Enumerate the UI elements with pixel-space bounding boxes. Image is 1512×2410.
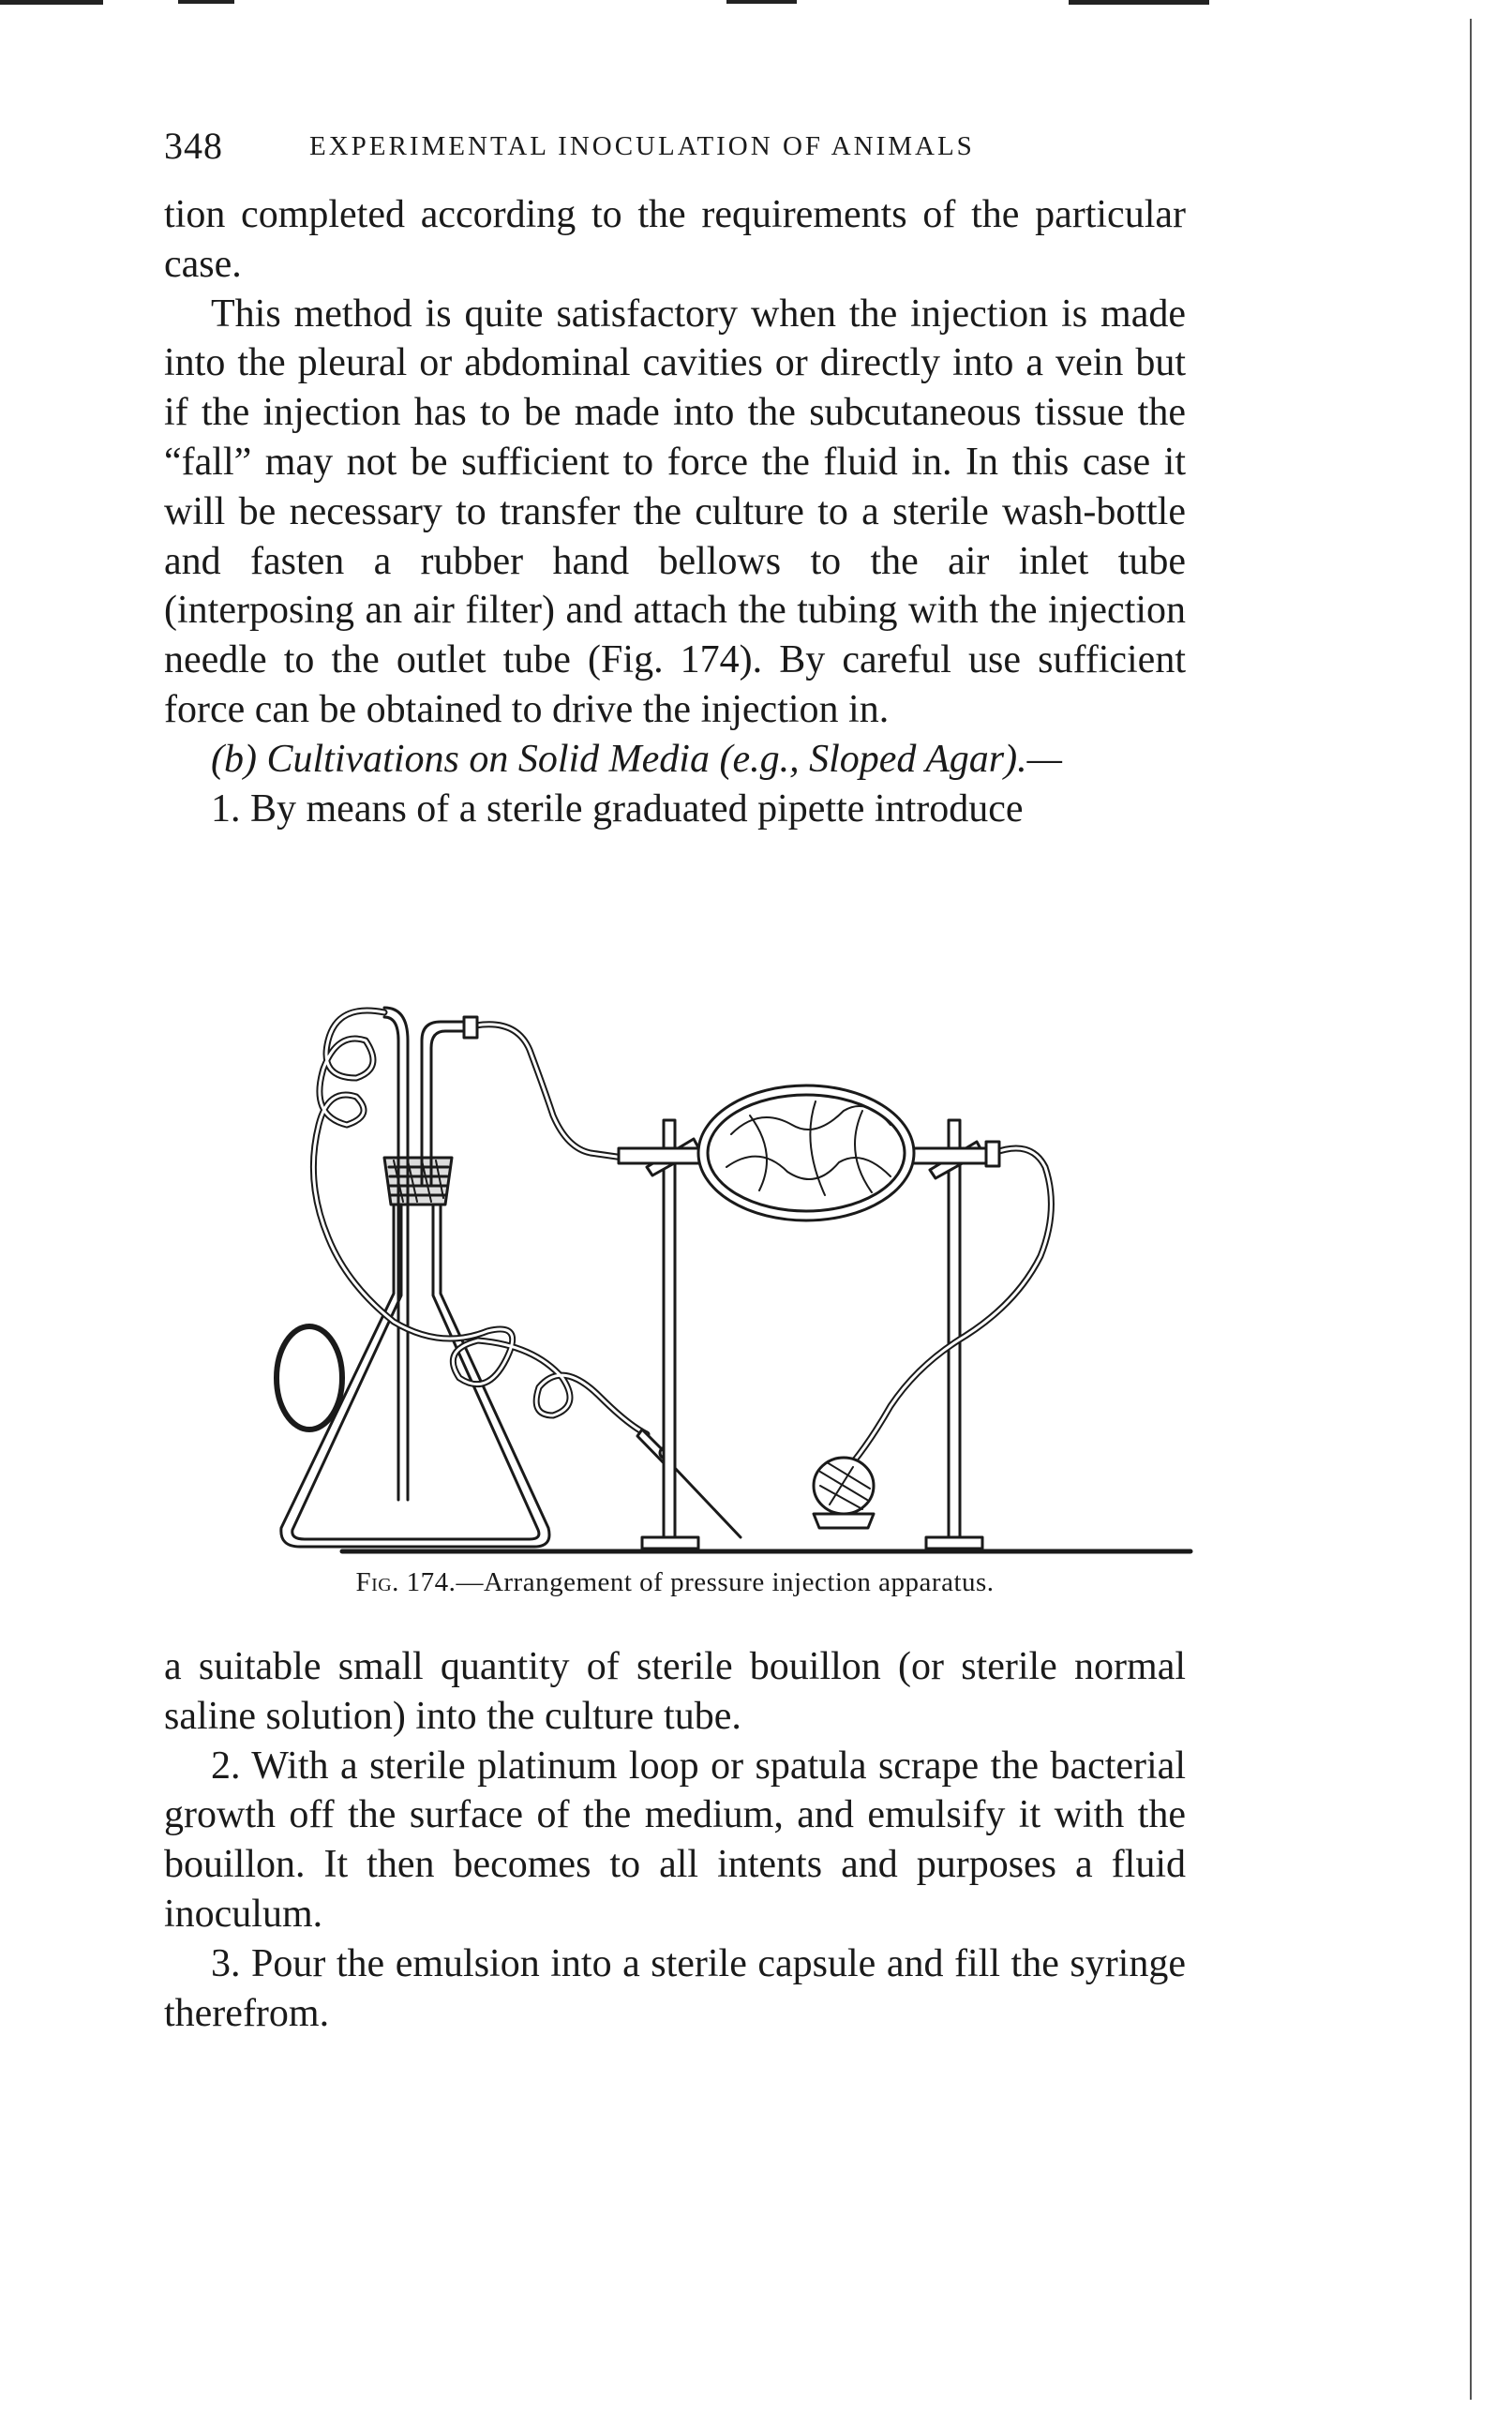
step-1-start: 1. By means of a sterile graduated pipette introduce	[211, 786, 1024, 831]
tubing-to-needle	[313, 1010, 647, 1434]
section-heading-title: Cultivations on Solid Media (e.g., Sloped Agar).—	[266, 737, 1062, 781]
paragraph-continuation: tion completed according to the requirements of the particular case.	[164, 193, 1186, 286]
page-number: 348	[164, 125, 223, 167]
air-filter-bulb	[698, 1085, 914, 1220]
tubing-to-bellows-inlet	[471, 1025, 623, 1158]
wash-bottle-flask	[281, 1181, 549, 1547]
apparatus-illustration	[253, 975, 1209, 1565]
inlet-glass-tube	[384, 1008, 408, 1500]
figure-label: Fig. 174.	[355, 1567, 457, 1597]
running-head	[164, 124, 1186, 171]
figure-pressure-injection-apparatus	[253, 975, 1209, 1565]
figure-caption-text: —Arrangement of pressure injection apparatus.	[456, 1567, 995, 1597]
tubing-clamp-top	[464, 1017, 477, 1038]
injection-needle	[637, 1430, 741, 1537]
retort-stand-right	[926, 1120, 982, 1549]
section-heading	[164, 735, 1186, 785]
hand-bellows	[814, 1458, 874, 1528]
paragraph-method: This method is quite satisfactory when the injection is made into the pleural or abdominal cavities or directly into a vein but if the injection has to be made into the subcutaneous tissue the “fall” may not be sufficient to force the fluid in. In this case it will be necessary to transfer the culture to a sterile wash-bottle and fasten a rubber hand bellows to the air inlet tube (interposing an air filter) and attach the tubing with the injection needle to the outlet tube (Fig. 174). By careful use sufficient force can be obtained to drive the injection in.	[164, 292, 1186, 731]
running-title: EXPERIMENTAL INOCULATION OF ANIMALS	[309, 131, 975, 161]
body-text-top	[164, 190, 1186, 833]
scan-mark-top-left	[0, 0, 103, 5]
body-text-bottom	[164, 1642, 1186, 2038]
step-2: 2. With a sterile platinum loop or spatula scrape the bacterial growth off the surface of the medium, and emulsify it with the bouillon. It then becomes to all intents and purposes a fluid inoculum.	[164, 1744, 1186, 1936]
step-3: 3. Pour the emulsion into a sterile capsule and fill the syringe therefrom.	[164, 1941, 1186, 2035]
step-1-continuation: a suitable small quantity of sterile bouillon (or sterile normal saline solution) into the culture tube.	[164, 1645, 1186, 1738]
book-page	[164, 0, 1186, 2410]
scan-edge-right	[1470, 19, 1472, 2400]
section-heading-prefix: (b)	[211, 737, 257, 781]
tubing-loop-lower-left	[277, 1326, 342, 1430]
figure-caption	[164, 1567, 1186, 1598]
rubber-stopper	[384, 1158, 452, 1205]
tubing-clamp-right	[986, 1142, 999, 1166]
